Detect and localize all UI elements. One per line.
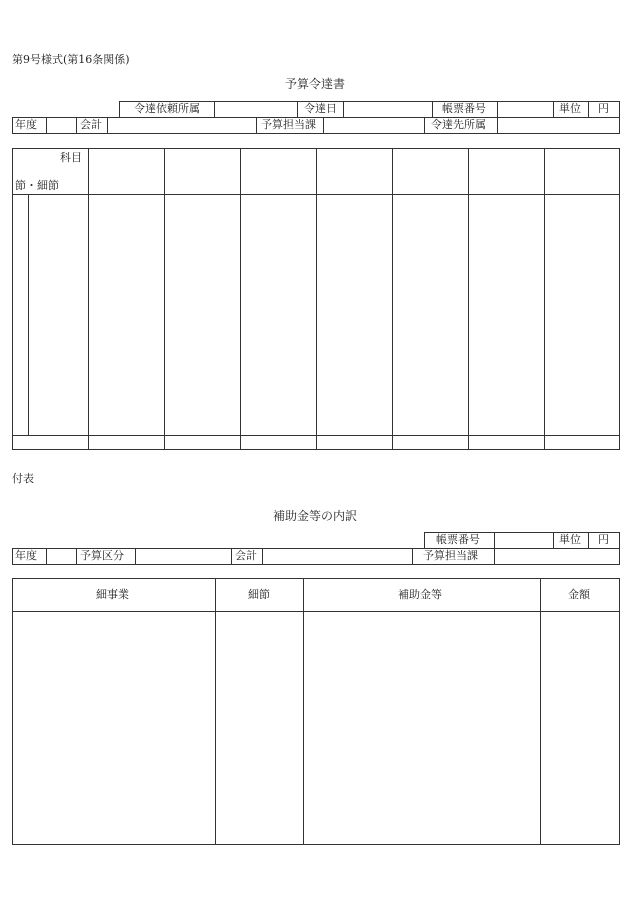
unit-label: 単位: [559, 102, 581, 115]
budget-dept-field[interactable]: [324, 118, 423, 133]
dest-dept-field[interactable]: [498, 118, 619, 133]
sub-fiscal-year-label: 年度: [15, 549, 37, 562]
form-number: 第9号様式(第16条関係): [12, 53, 130, 66]
sub-account-field[interactable]: [263, 549, 411, 564]
column-header: 細事業: [96, 588, 129, 601]
sub-voucher-no-field[interactable]: [495, 533, 552, 548]
sub-unit-value: 円: [598, 533, 609, 546]
unit-value: 円: [598, 102, 609, 115]
request-dept-field[interactable]: [215, 102, 296, 117]
column-header: 補助金等: [398, 588, 442, 601]
subject-label: 科目: [60, 151, 82, 164]
budget-dept-label: 予算担当課: [261, 118, 316, 131]
column-header: 金額: [568, 588, 590, 601]
sub-budget-dept-field[interactable]: [495, 549, 619, 564]
fiscal-year-label: 年度: [15, 118, 37, 131]
budget-class-field[interactable]: [136, 549, 230, 564]
main-title: 予算令達書: [285, 77, 346, 91]
budget-class-label: 予算区分: [80, 549, 124, 562]
request-dept-label: 令達依頼所属: [134, 102, 200, 115]
sub-title: 補助金等の内訳: [273, 509, 358, 523]
voucher-no-label: 帳票番号: [442, 102, 486, 115]
column-header: 細節: [248, 588, 270, 601]
voucher-no-field[interactable]: [498, 102, 552, 117]
fiscal-year-field[interactable]: [47, 118, 75, 133]
appendix-label: 付表: [12, 472, 34, 485]
date-label: 令達日: [304, 102, 337, 115]
account-label: 会計: [80, 118, 102, 131]
account-field[interactable]: [108, 118, 255, 133]
sub-budget-dept-label: 予算担当課: [423, 549, 478, 562]
sub-voucher-no-label: 帳票番号: [436, 533, 480, 546]
sub-fiscal-year-field[interactable]: [47, 549, 75, 564]
section-label: 節・細節: [15, 179, 59, 192]
sub-unit-label: 単位: [559, 533, 581, 546]
date-field[interactable]: [344, 102, 431, 117]
dest-dept-label: 令達先所属: [431, 118, 486, 131]
sub-account-label: 会計: [235, 549, 257, 562]
